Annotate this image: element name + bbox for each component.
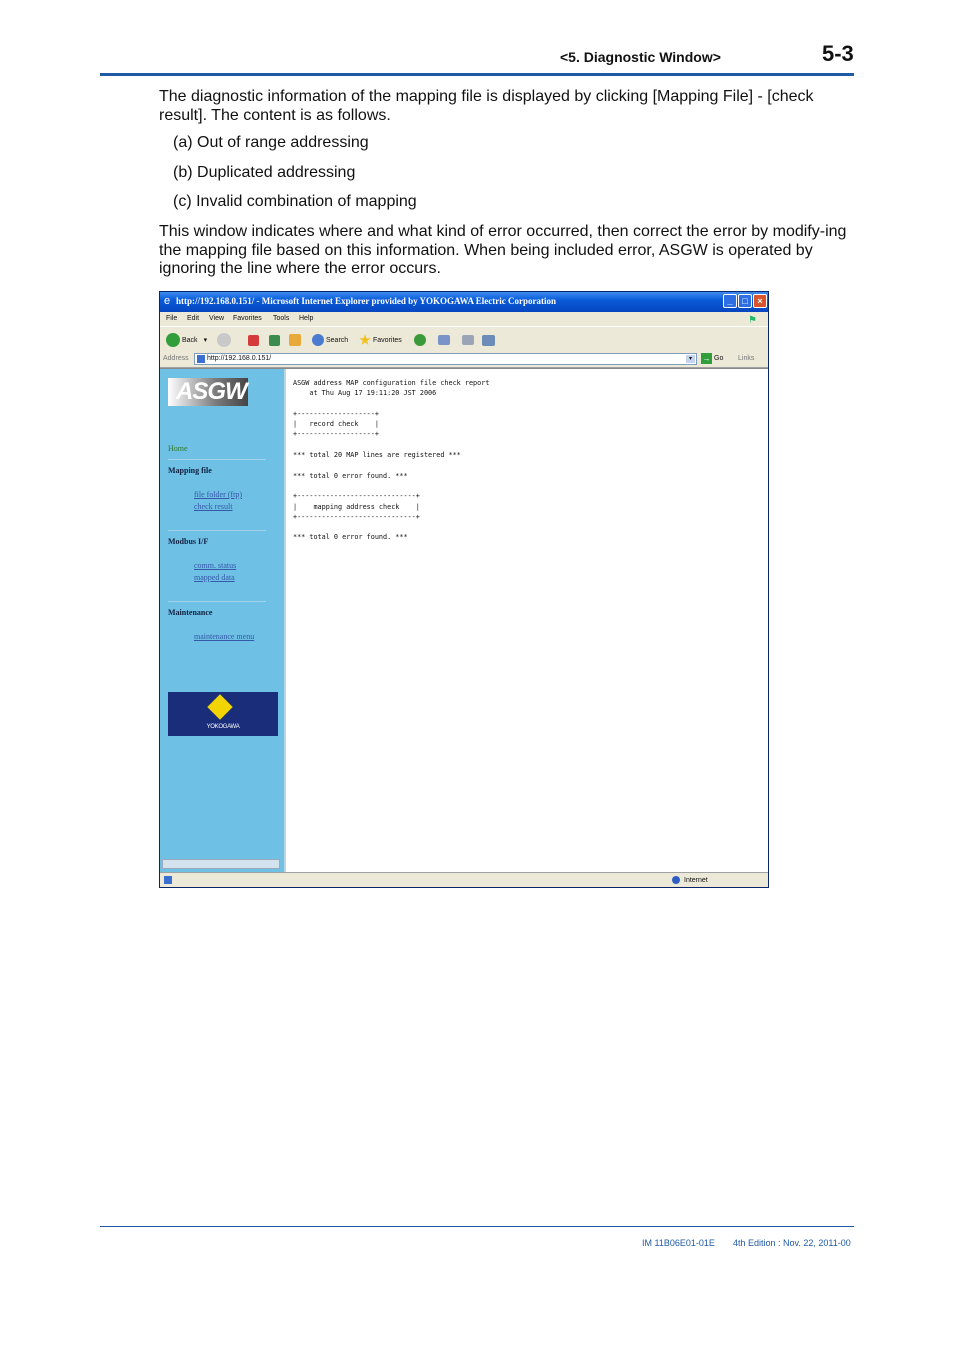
nav-heading-mapping: Mapping file [168,466,212,475]
content-frame [286,369,768,872]
nav-link-comm-status[interactable]: comm. status [194,561,237,570]
maximize-button[interactable]: □ [738,294,752,308]
home-button[interactable] [289,332,303,348]
document-id: IM 11B06E01-01E [642,1238,715,1248]
close-button[interactable]: × [753,294,767,308]
list-text: Invalid combination of mapping [196,193,417,210]
favorites-button[interactable] [359,332,402,348]
error-type-list [173,134,417,223]
list-marker: (c) [173,193,192,210]
divider [168,530,266,531]
title-bar [160,292,768,312]
refresh-button[interactable] [269,332,282,348]
browser-screenshot [159,291,769,888]
nav-heading-maintenance: Maintenance [168,608,213,617]
horizontal-scrollbar[interactable] [162,859,280,869]
list-item [173,193,417,223]
edit-icon [482,335,495,346]
mail-icon [438,335,450,345]
refresh-icon [269,335,280,346]
yokogawa-logo [168,692,278,736]
address-bar [160,352,768,368]
ie-icon: e [164,295,171,307]
back-button[interactable] [166,332,207,348]
browser-viewport [160,368,768,872]
minimize-button[interactable]: _ [723,294,737,308]
back-arrow-icon [166,333,180,347]
go-label: Go [714,355,724,362]
nav-link-mapped-data[interactable]: mapped data [194,573,235,582]
footer-rule [100,1226,854,1227]
address-input[interactable] [194,353,697,365]
list-item [173,134,417,164]
media-button[interactable] [414,332,428,348]
menu-tools[interactable]: Tools [273,315,290,322]
menu-bar [160,312,768,326]
list-item [173,164,417,194]
address-label: Address [163,355,189,362]
yokogawa-diamond-icon [207,694,232,719]
dropdown-arrow-icon: ▾ [203,337,208,344]
print-icon [462,335,474,345]
forward-arrow-icon [217,333,231,347]
explanation-paragraph: This window indicates where and what kind of error occurred, then correct the error by modify-ing the mapping file based on this information. When being included error, ASGW is operated by ignoring the line where the error occurs. [159,223,847,277]
star-icon [359,334,371,346]
page-number: 5-3 [822,41,854,66]
edition: 4th Edition : Nov. 22, 2011-00 [733,1238,851,1248]
stop-button[interactable] [248,332,261,348]
nav-home-link[interactable]: Home [168,444,188,453]
status-bar [160,872,768,888]
search-label: Search [326,336,349,344]
go-arrow-icon: → [702,354,711,363]
zone-label: Internet [684,876,708,884]
yokogawa-brand: YOKOGAWA [206,724,240,730]
windows-logo-icon: ⚑ [748,315,757,326]
menu-view[interactable]: View [209,315,225,322]
security-zone [672,876,708,884]
page-icon [197,355,205,363]
forward-button[interactable] [217,332,233,348]
check-report: ASGW address MAP configuration file check report at Thu Aug 17 19:11:20 JST 2006 +-------------------+ | record check | +-------------------+ *** total 20 MAP lines are registered *** *** total 0 error found. *** +-----------------------------+ | mapping address check | +-----------------------------+ *** total 0 error found. *** [293,379,490,542]
menu-favorites[interactable]: Favorites [233,315,262,322]
list-text: Out of range addressing [197,134,369,151]
list-marker: (a) [173,134,193,151]
divider [168,459,266,460]
stop-icon [248,335,259,346]
divider [168,601,266,602]
nav-link-file-folder[interactable]: file folder (ftp) [194,490,242,499]
intro-paragraph: The diagnostic information of the mapping file is displayed by clicking [Mapping File] - [check result]. The content is as follows. [159,88,814,124]
menu-file[interactable]: File [166,315,178,322]
navigation-frame [160,369,286,872]
nav-link-check-result[interactable]: check result [194,502,233,511]
list-marker: (b) [173,163,193,181]
favorites-label: Favorites [373,336,402,344]
toolbar [160,326,768,354]
window-title: http://192.168.0.151/ - Microsoft Internet Explorer provided by YOKOGAWA Electric Corporation [176,296,556,306]
go-button[interactable] [701,353,723,364]
section-title: <5. Diagnostic Window> [560,49,721,65]
print-button[interactable] [462,332,476,348]
page-done-icon [164,876,172,884]
asgw-logo: ASGW [168,378,248,406]
header-rule [100,73,854,76]
nav-link-maintenance-menu[interactable]: maintenance menu [194,632,255,641]
list-text: Duplicated addressing [197,163,356,181]
home-icon [289,334,301,346]
media-icon [414,334,426,346]
chevron-down-icon[interactable]: ▾ [686,355,695,363]
links-button[interactable]: Links [738,355,755,362]
search-button[interactable] [312,332,348,348]
menu-edit[interactable]: Edit [187,315,200,322]
nav-heading-modbus: Modbus I/F [168,537,209,546]
address-value: http://192.168.0.151/ [207,355,272,362]
search-icon [312,334,324,346]
mail-button[interactable] [438,332,452,348]
menu-help[interactable]: Help [299,315,314,322]
globe-icon [672,876,680,884]
edit-button[interactable] [482,332,497,348]
back-label: Back [182,336,198,344]
